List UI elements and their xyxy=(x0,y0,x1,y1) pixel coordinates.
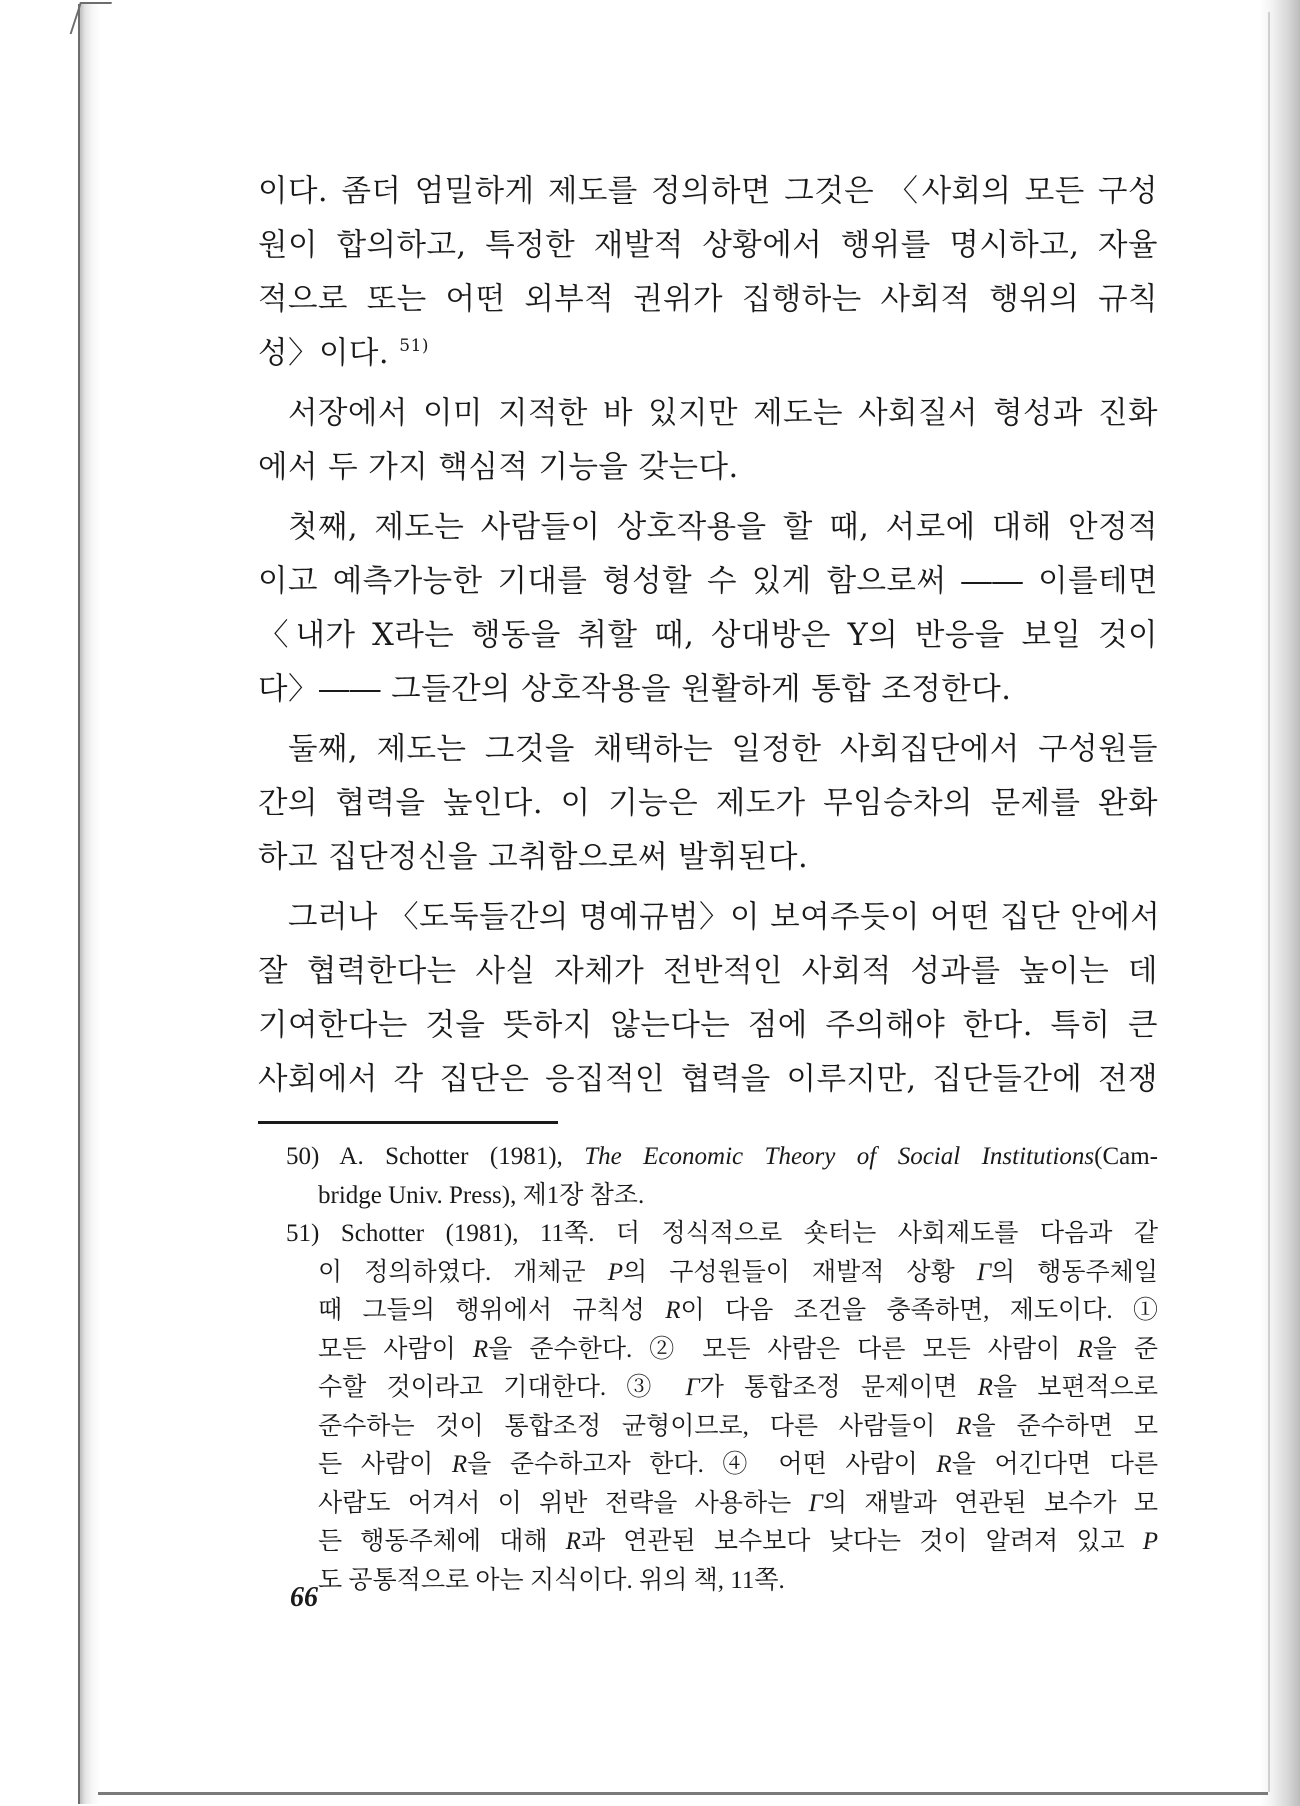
text-line: 그러나 〈도둑들간의 명예규범〉이 보여주듯이 어떤 집단 안에서 xyxy=(288,900,1161,935)
footnote-50 xyxy=(258,1138,1158,1215)
text-line: 이다. 좀더 엄밀하게 제도를 정의하면 그것은 〈사회의 모든 구성 xyxy=(258,174,1158,209)
footnote-line xyxy=(258,1215,1158,1254)
math-symbol: Γ xyxy=(808,1489,823,1517)
math-symbol: Γ xyxy=(976,1258,992,1286)
text-line: 적으로 또는 어떤 외부적 권위가 집행하는 사회적 행위의 규칙 xyxy=(258,282,1158,317)
footnote-line: 때 그들의 행위에서 규칙성 R이 다음 조건을 충족하면, 제도이다. ① xyxy=(318,1297,1158,1324)
footnote-reference: 51) xyxy=(399,336,430,356)
footnote-line: 든 행동주체에 대해 R과 연관된 보수보다 낮다는 것이 알려져 있고 P xyxy=(318,1528,1159,1555)
math-symbol: R xyxy=(472,1335,489,1363)
footnote-line: bridge Univ. Press), 제1장 참조. xyxy=(318,1181,645,1209)
footnote-line: 수할 것이라고 기대한다. ③ Γ가 통합조정 문제이면 R을 보편적으로 xyxy=(318,1374,1158,1401)
math-symbol: R xyxy=(665,1297,681,1324)
footnote-51 xyxy=(258,1215,1158,1600)
footnote-line: 도 공통적으로 아는 지식이다. 위의 책, 11쪽. xyxy=(318,1566,785,1594)
text-line: 하고 집단정신을 고취함으로써 발휘된다. xyxy=(258,840,809,875)
page-edge-right xyxy=(1260,0,1300,1806)
footnote-separator xyxy=(258,1121,558,1124)
paragraph-3 xyxy=(258,501,1158,717)
text-line: 기여한다는 것을 뜻하지 않는다는 점에 주의해야 한다. 특히 큰 xyxy=(258,1008,1158,1043)
body-text xyxy=(258,165,1161,1107)
text-line: 간의 협력을 높인다. 이 기능은 제도가 무임승차의 문제를 완화 xyxy=(258,786,1158,821)
math-symbol: R xyxy=(451,1451,468,1478)
math-symbol: R xyxy=(1077,1335,1093,1363)
text-line: 이고 예측가능한 기대를 형성할 수 있게 함으로써 ―― 이를테면 xyxy=(258,564,1158,599)
text-span: 성〉이다. xyxy=(258,336,390,371)
text-line: 잘 협력한다는 사실 자체가 전반적인 사회적 성과를 높이는 데 xyxy=(258,954,1158,989)
footnote-number: 51) xyxy=(286,1220,320,1247)
footnote-line xyxy=(258,1138,1158,1177)
math-symbol: R xyxy=(977,1374,993,1401)
math-symbol: P xyxy=(607,1258,623,1286)
footnote-line: 든 사람이 R을 준수하고자 한다. ④ 어떤 사람이 R을 어긴다면 다른 xyxy=(318,1451,1158,1478)
footnote-number: 50) xyxy=(286,1143,320,1170)
text-line: 사회에서 각 집단은 응집적인 협력을 이루지만, 집단들간에 전쟁 xyxy=(258,1062,1158,1097)
text-line: 〈내가 X라는 행동을 취할 때, 상대방은 Y의 반응을 보일 것이 xyxy=(258,618,1158,653)
text-line: 첫째, 제도는 사람들이 상호작용을 할 때, 서로에 대해 안정적 xyxy=(288,510,1158,545)
book-page xyxy=(258,165,1161,1600)
footnotes xyxy=(258,1138,1158,1600)
text-line: 다〉―― 그들간의 상호작용을 원활하게 통합 조정한다. xyxy=(258,672,1012,707)
text-line: 둘째, 제도는 그것을 채택하는 일정한 사회집단에서 구성원들 xyxy=(288,732,1158,767)
paragraph-1 xyxy=(258,165,1158,381)
text-line: 에서 두 가지 핵심적 기능을 갖는다. xyxy=(258,450,739,485)
paragraph-5 xyxy=(258,891,1161,1107)
paragraph-2 xyxy=(258,387,1158,495)
footnote-line: 모든 사람이 R을 준수한다. ② 모든 사람은 다른 모든 사람이 R을 준 xyxy=(318,1335,1158,1363)
footnote-book-title: The Economic Theory of Social Institutions xyxy=(584,1143,1095,1170)
footnote-text: (Cam- xyxy=(1094,1143,1158,1170)
page-corner-fold xyxy=(70,2,112,34)
footnote-author: A. Schotter (1981), xyxy=(339,1143,563,1170)
page-edge-right-line xyxy=(1268,12,1270,1792)
text-line xyxy=(258,327,1158,381)
page-edge-bottom xyxy=(98,1792,1268,1795)
math-symbol: P xyxy=(1142,1528,1159,1555)
paragraph-4 xyxy=(258,723,1158,885)
footnote-line: 준수하는 것이 통합조정 균형이므로, 다른 사람들이 R을 준수하면 모 xyxy=(318,1412,1159,1440)
math-symbol: R xyxy=(956,1412,972,1440)
page-edge-left xyxy=(78,4,100,1804)
math-symbol: Γ xyxy=(685,1374,700,1401)
text-line: 서장에서 이미 지적한 바 있지만 제도는 사회질서 형성과 진화 xyxy=(288,396,1158,431)
footnote-line: 사람도 어겨서 이 위반 전략을 사용하는 Γ의 재발과 연관된 보수가 모 xyxy=(318,1489,1158,1517)
text-line: 원이 합의하고, 특정한 재발적 상황에서 행위를 명시하고, 자율 xyxy=(258,228,1158,263)
math-symbol: R xyxy=(565,1528,581,1555)
footnote-line: 이 정의하였다. 개체군 P의 구성원들이 재발적 상황 Γ의 행동주체일 xyxy=(318,1258,1158,1286)
math-symbol: R xyxy=(936,1451,952,1478)
page-number: 66 xyxy=(290,1582,318,1613)
footnote-text: Schotter (1981), 11쪽. 더 정식적으로 숏터는 사회제도를 다음과 같 xyxy=(340,1220,1159,1247)
